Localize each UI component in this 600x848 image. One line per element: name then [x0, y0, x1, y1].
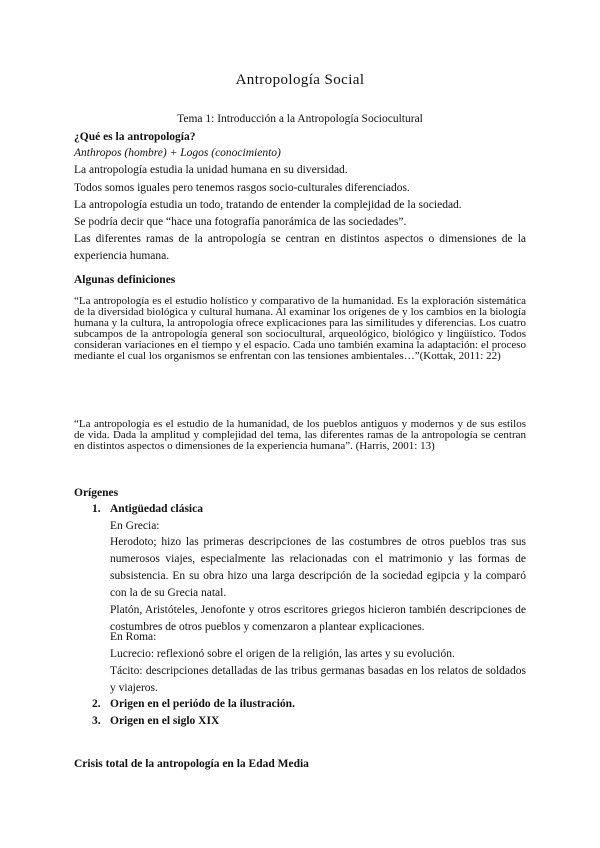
quote-kottak: “La antropología es el estudio holístico y comparativo de la humanidad. Es la exploración sistemática de la diversidad biológica y cultural humana. Al examinar los orígenes de y los cambios en la biología humana y la cultura, la antropología ofrece explicaciones para las similitudes y diferencias. Los cuatro subcampos de la antropología general son sociocultural, arqueológico, biológico y lingüístico. Todos consideran variaciones en el tiempo y el espacio. Cada uno también examina la adaptación: el proceso mediante el cual los organismos se enfrentan con las tensiones ambientales…”(Kottak, 2011: 22): [74, 295, 526, 362]
crisis-heading: Crisis total de la antropología en la Edad Media: [74, 758, 309, 770]
quote-harris: “La antropología es el estudio de la humanidad, de los pueblos antiguos y modernos y de sus estilos de vida. Dada la amplitud y complejidad del tema, las diferentes ramas de la antropología se centran en distintos aspectos o dimensiones de la experiencia humana”. (Harris, 2001: 13): [74, 418, 526, 452]
origins-list-item: [92, 696, 526, 713]
tacito-paragraph: Tácito: descripciones detalladas de las tribus germanas basadas en los relatos de soldados y viajeros.: [110, 665, 526, 694]
intro-line: La antropología estudia un todo, tratando de entender la complejidad de la sociedad.: [74, 199, 462, 211]
intro-line: Todos somos iguales pero tenemos rasgos socio-culturales diferenciados.: [74, 182, 410, 194]
list-number: 1.: [92, 503, 101, 515]
document-title: Antropología Social: [235, 72, 365, 88]
rome-label: En Roma:: [110, 631, 157, 643]
list-number: 2.: [92, 698, 101, 710]
platon-paragraph: Platón, Aristóteles, Jenofonte y otros escritores griegos hicieron también descripciones de costumbres de otros pueblos y comenzaron a plantear explicaciones.: [110, 604, 526, 633]
etymology-line: Anthropos (hombre) + Logos (conocimiento): [74, 147, 281, 159]
origins-heading: Orígenes: [74, 487, 119, 499]
question-heading: ¿Qué es la antropología?: [74, 131, 196, 143]
list-label: Origen en el periódo de la ilustración.: [110, 698, 295, 710]
origins-list-item: [92, 713, 526, 730]
herodoto-paragraph: Herodoto; hizo las primeras descripciones de las costumbres de otros pueblos tras sus numerosos viajes, especialmente las relacionadas con el matrimonio y las formas de subsistencia. En su obra hizo una larga descripción de la sociedad egipcia y la comparó con la de su Grecia natal.: [110, 536, 526, 599]
origins-list-item: [92, 501, 526, 518]
intro-line: Se podría decir que “hace una fotografía panorámica de las sociedades”.: [74, 216, 407, 228]
list-number: 3.: [92, 715, 101, 727]
list-label: Origen en el siglo XIX: [110, 715, 220, 727]
definitions-heading: Algunas definiciones: [74, 274, 176, 286]
list-label: Antigüedad clásica: [110, 503, 203, 515]
greece-label: En Grecia:: [110, 520, 160, 532]
lucrecio-line: Lucrecio: reflexionó sobre el origen de la religión, las artes y su evolución.: [110, 648, 455, 660]
topic-subtitle: Tema 1: Introducción a la Antropología Sociocultural: [177, 113, 423, 125]
intro-paragraph: [74, 223, 526, 265]
intro-line: Las diferentes ramas de la antropología se centran en distintos aspectos o dimensiones de la experiencia humana.: [74, 233, 526, 262]
intro-line: La antropología estudia la unidad humana en su diversidad.: [74, 164, 348, 176]
